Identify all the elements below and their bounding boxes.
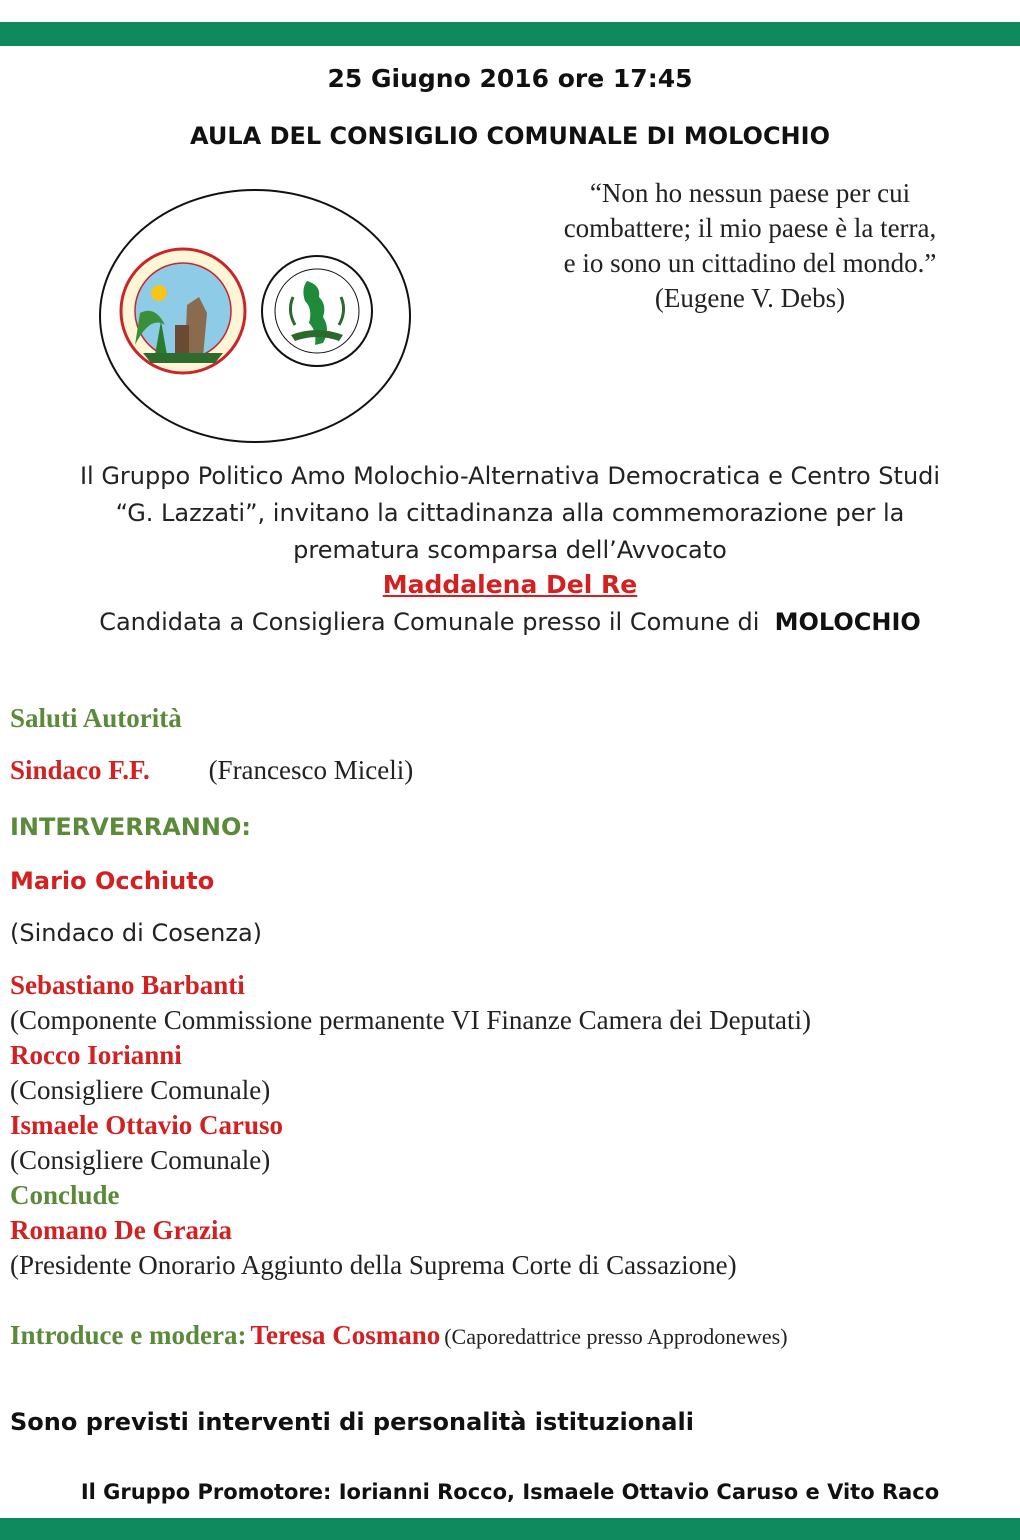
top-green-bar [0, 22, 1020, 46]
candidate-place: MOLOCHIO [774, 608, 921, 636]
moderator-line [10, 1320, 788, 1351]
speaker-role: (Consigliere Comunale) [10, 1075, 271, 1105]
intro-line: Il Gruppo Politico Amo Molochio-Alternativa Democratica e Centro Studi [79, 462, 941, 490]
candidate-line [0, 608, 1020, 636]
sindaco-name: (Francesco Miceli) [208, 755, 414, 785]
closing-speaker-name: Romano De Grazia [10, 1215, 232, 1245]
saluti-heading: Saluti Autorità [10, 703, 182, 733]
event-venue: AULA DEL CONSIGLIO COMUNALE DI MOLOCHIO [190, 122, 830, 150]
quote-line: “Non ho nessun paese per cui [589, 178, 911, 208]
quote-block [490, 176, 1010, 316]
sindaco-role: Sindaco F.F. [10, 755, 150, 785]
speaker-role: (Componente Commissione permanente VI Finanze Camera dei Deputati) [10, 1005, 812, 1035]
promoters-line: Il Gruppo Promotore: Iorianni Rocco, Ismaele Ottavio Caruso e Vito Raco [80, 1480, 940, 1504]
quote-line: e io sono un cittadino del mondo.” [563, 248, 937, 278]
centro-studi-lazzati-logo-icon [262, 256, 372, 366]
speaker-name: Mario Occhiuto [10, 867, 215, 895]
speaker-name: Sebastiano Barbanti [10, 970, 245, 1000]
candidate-text: Candidata a Consigliera Comunale presso il Comune di [99, 608, 760, 636]
amo-molochio-logo-icon [121, 249, 245, 373]
intro-line: prematura scomparsa dell’Avvocato [293, 536, 727, 564]
intro-paragraph [0, 458, 1020, 569]
quote-line: combattere; il mio paese è la terra, [563, 213, 937, 243]
speaker-role: (Sindaco di Cosenza) [10, 919, 263, 947]
interverranno-heading: INTERVERRANNO: [10, 813, 251, 841]
conclude-heading: Conclude [10, 1180, 120, 1210]
speaker-name: Ismaele Ottavio Caruso [10, 1110, 283, 1140]
moderator-role: (Caporedattrice presso Approdonewes) [444, 1324, 788, 1349]
institutional-note: Sono previsti interventi di personalità istituzionali [10, 1408, 694, 1436]
logos-oval [95, 185, 415, 447]
speaker-role: (Consigliere Comunale) [10, 1145, 271, 1175]
closing-speaker-role: (Presidente Onorario Aggiunto della Suprema Corte di Cassazione) [10, 1250, 737, 1280]
event-date: 25 Giugno 2016 ore 17:45 [327, 64, 693, 93]
moderator-label: Introduce e modera: [10, 1320, 247, 1350]
sindaco-line [10, 755, 413, 786]
moderator-name: Teresa Cosmano [250, 1320, 441, 1350]
quote-author: (Eugene V. Debs) [654, 283, 846, 313]
honoree-name: Maddalena Del Re [382, 570, 638, 599]
bottom-green-bar [0, 1518, 1020, 1540]
speaker-name: Rocco Iorianni [10, 1040, 182, 1070]
intro-line: “G. Lazzati”, invitano la cittadinanza alla commemorazione per la [115, 499, 905, 527]
